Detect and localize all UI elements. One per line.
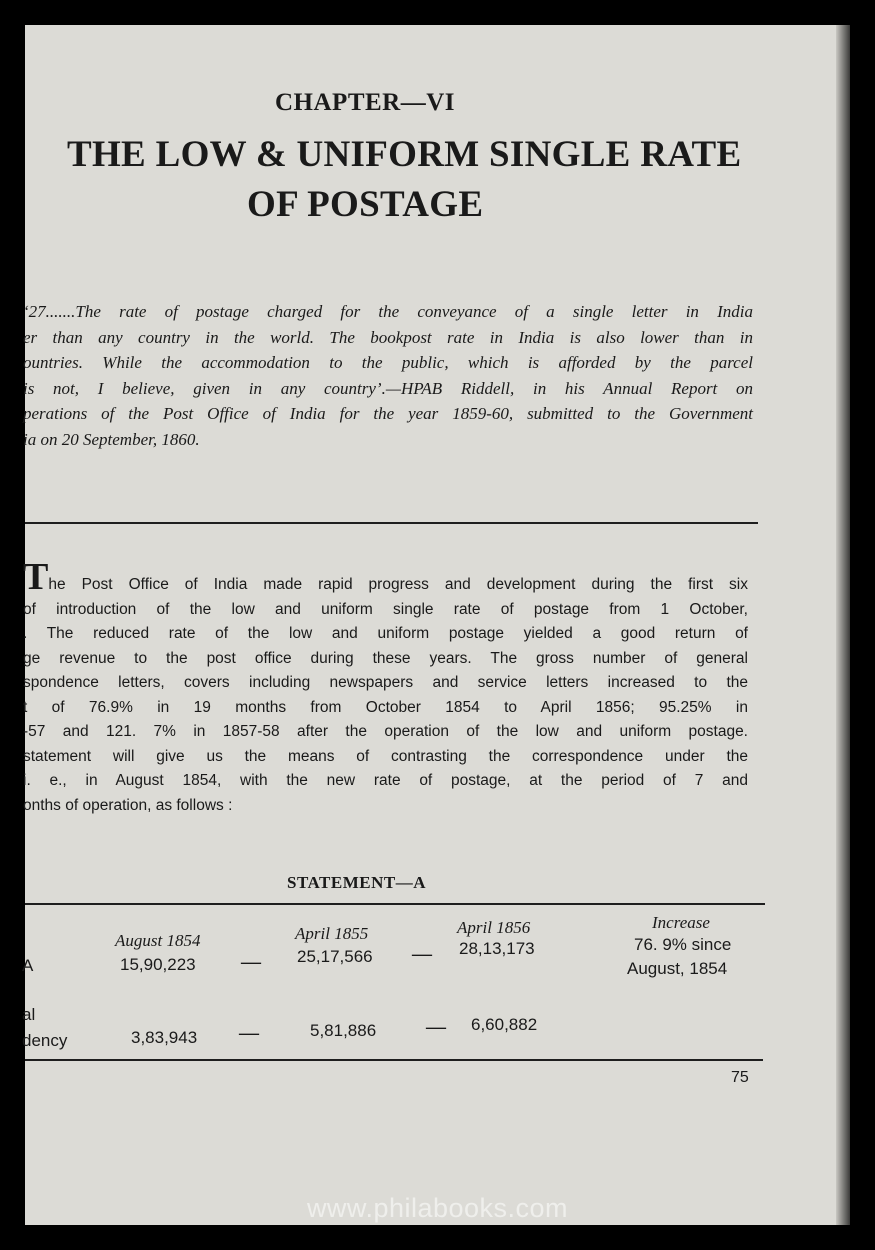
body-line: . The reduced rate of the low and uniform postage yielded a good return of — [23, 625, 748, 642]
chapter-title-line-1: THE LOW & UNIFORM SINGLE RATE — [67, 134, 742, 175]
column-header-august-1854: August 1854 — [115, 931, 201, 950]
column-header-increase: Increase — [652, 913, 710, 932]
watermark-text: www.philabooks.com — [306, 1193, 569, 1223]
section-divider — [25, 522, 758, 524]
increase-note: 76. 9% since — [634, 935, 732, 954]
table-bottom-rule — [25, 1059, 763, 1061]
body-line: i. e., in August 1854, with the new rate of postage, at the period of 7 and — [23, 772, 748, 789]
body-first-line: The Post Office of India made rapid progress and development during the first six — [23, 556, 748, 598]
increase-note: August, 1854 — [627, 959, 728, 978]
epigraph-line: is not, I believe, given in any country’.—HPAB Riddell, in his Annual Report on — [23, 378, 753, 398]
body-line: ge revenue to the post office during these years. The gross number of general — [23, 649, 748, 667]
cell-value: 28,13,173 — [459, 939, 535, 958]
cell-value: 25,17,566 — [297, 947, 373, 966]
dash-separator: — — [241, 951, 261, 973]
body-line: t of 76.9% in 19 months from October 1854 to April 1856; 95.25% in — [23, 698, 748, 716]
statement-title: STATEMENT—A — [287, 873, 427, 892]
cell-value: 3,83,943 — [131, 1028, 198, 1047]
dash-separator: — — [412, 943, 432, 965]
table-top-rule — [25, 903, 765, 905]
dash-separator: — — [426, 1016, 446, 1038]
book-page — [22, 25, 850, 1225]
column-header-april-1856: April 1856 — [457, 918, 531, 937]
column-header-april-1855: April 1855 — [295, 924, 369, 943]
body-line: statement will give us the means of contrasting the correspondence under the — [23, 747, 748, 765]
row-label: al — [22, 1005, 36, 1024]
cell-value: 15,90,223 — [120, 955, 196, 974]
epigraph-line: ‘27.......The rate of postage charged for the conveyance of a single letter in India — [23, 302, 753, 321]
page-number: 75 — [731, 1069, 749, 1086]
cell-value: 6,60,882 — [471, 1015, 538, 1034]
body-line: -57 and 121. 7% in 1857-58 after the operation of the low and uniform postage. — [23, 723, 748, 740]
cell-value: 5,81,886 — [310, 1021, 377, 1040]
body-paragraph — [23, 556, 748, 818]
epigraph-quote — [23, 299, 753, 452]
epigraph-line: ia on 20 September, 1860. — [23, 429, 200, 449]
row-label: dency — [22, 1031, 68, 1050]
drop-cap: T — [23, 556, 49, 598]
chapter-title-line-2: OF POSTAGE — [247, 184, 484, 225]
epigraph-line: perations of the Post Office of India for the year 1859-60, submitted to the Government — [23, 404, 753, 423]
dash-separator: — — [239, 1022, 259, 1044]
body-line: spondence letters, covers including newspapers and service letters increased to the — [23, 674, 748, 691]
row-label: A — [22, 956, 34, 975]
body-line: of introduction of the low and uniform single rate of postage from 1 October, — [23, 600, 748, 618]
epigraph-line: er than any country in the world. The bookpost rate in India is also lower than in — [23, 327, 753, 347]
body-line: onths of operation, as follows : — [23, 796, 233, 814]
epigraph-line: ountries. While the accommodation to the public, which is afforded by the parcel — [23, 353, 753, 372]
page-spine-shadow — [836, 25, 850, 1225]
chapter-heading: CHAPTER—VI — [275, 89, 456, 116]
